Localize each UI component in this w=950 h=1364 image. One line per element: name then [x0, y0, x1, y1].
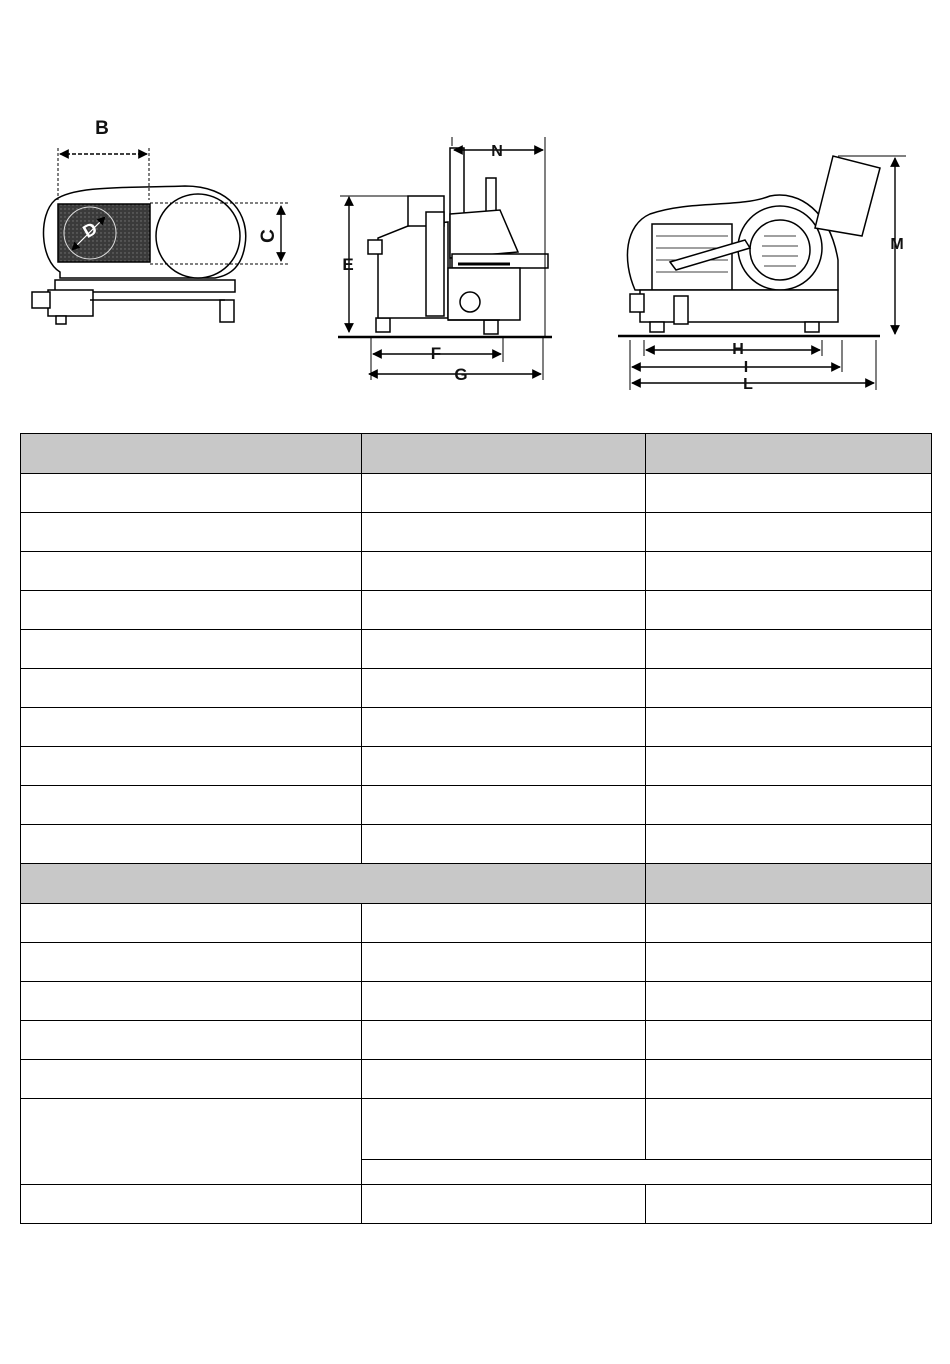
table-cell: [646, 747, 932, 786]
table-row: [21, 1021, 932, 1060]
table-row: [21, 786, 932, 825]
table-row: [21, 591, 932, 630]
table-cell: [646, 943, 932, 982]
table-cell: [21, 630, 362, 669]
table-cell: [362, 1160, 932, 1185]
table-cell: [646, 591, 932, 630]
table-section-header-row: [21, 864, 932, 904]
table-cell: [21, 474, 362, 513]
table-cell: [646, 1099, 932, 1160]
table-row: [21, 1185, 932, 1224]
slicer-rear-view: [618, 156, 906, 390]
table-cell: [646, 982, 932, 1021]
table-cell: [21, 747, 362, 786]
table-header-row: [21, 434, 932, 474]
table-row: [21, 669, 932, 708]
table-header-cell: [646, 864, 932, 904]
table-row: [21, 747, 932, 786]
dim-label-m: M: [890, 236, 904, 253]
spec-table: [20, 433, 932, 1224]
table-cell: [362, 669, 646, 708]
table-cell: [21, 552, 362, 591]
table-row: [21, 552, 932, 591]
table-cell: [21, 513, 362, 552]
table-cell: [21, 786, 362, 825]
table-cell: [646, 669, 932, 708]
table-cell: [21, 591, 362, 630]
table-row: [21, 904, 932, 943]
table-cell: [646, 1060, 932, 1099]
dim-label-e: E: [342, 255, 354, 274]
table-cell: [362, 1099, 646, 1160]
table-cell: [362, 1021, 646, 1060]
table-cell: [362, 591, 646, 630]
table-cell: [362, 513, 646, 552]
table-cell: [646, 1021, 932, 1060]
table-cell: [646, 825, 932, 864]
table-row: [21, 474, 932, 513]
table-row: [21, 1060, 932, 1099]
table-cell: [21, 943, 362, 982]
table-cell: [21, 982, 362, 1021]
dim-label-d: D: [79, 218, 101, 242]
table-cell: [362, 474, 646, 513]
table-header-cell: [21, 864, 646, 904]
dim-label-i: I: [743, 359, 749, 376]
table-cell: [646, 513, 932, 552]
table-cell: [21, 1099, 362, 1185]
dim-label-n: N: [491, 143, 503, 160]
table-cell: [21, 708, 362, 747]
table-cell: [362, 708, 646, 747]
table-cell: [646, 1185, 932, 1224]
slicer-front-view: [32, 148, 290, 324]
table-cell: [362, 825, 646, 864]
slicer-side-view: [338, 137, 552, 380]
table-cell: [21, 1185, 362, 1224]
dim-label-l: L: [743, 376, 753, 393]
dim-label-c: C: [258, 229, 279, 243]
table-header-cell: [362, 434, 646, 474]
table-cell: [646, 708, 932, 747]
table-cell: [362, 747, 646, 786]
table-cell: [646, 552, 932, 591]
dim-label-g: G: [454, 365, 468, 384]
table-cell: [646, 630, 932, 669]
table-cell: [362, 630, 646, 669]
dim-label-f: F: [430, 344, 442, 363]
dim-label-h: H: [732, 341, 744, 358]
table-cell: [362, 904, 646, 943]
table-row: [21, 1099, 932, 1160]
dimension-diagrams: [0, 100, 950, 410]
table-cell: [362, 982, 646, 1021]
table-cell: [21, 669, 362, 708]
table-cell: [21, 1060, 362, 1099]
table-row: [21, 943, 932, 982]
table-row: [21, 630, 932, 669]
table-cell: [362, 1185, 646, 1224]
table-header-cell: [646, 434, 932, 474]
table-cell: [646, 786, 932, 825]
dim-label-b: B: [95, 118, 109, 139]
table-cell: [21, 1021, 362, 1060]
table-row: [21, 513, 932, 552]
table-row: [21, 825, 932, 864]
table-cell: [362, 1060, 646, 1099]
table-cell: [646, 904, 932, 943]
table-cell: [21, 904, 362, 943]
table-cell: [362, 943, 646, 982]
table-cell: [362, 786, 646, 825]
table-row: [21, 708, 932, 747]
table-cell: [646, 474, 932, 513]
table-header-cell: [21, 434, 362, 474]
table-cell: [362, 552, 646, 591]
table-cell: [21, 825, 362, 864]
table-row: [21, 982, 932, 1021]
